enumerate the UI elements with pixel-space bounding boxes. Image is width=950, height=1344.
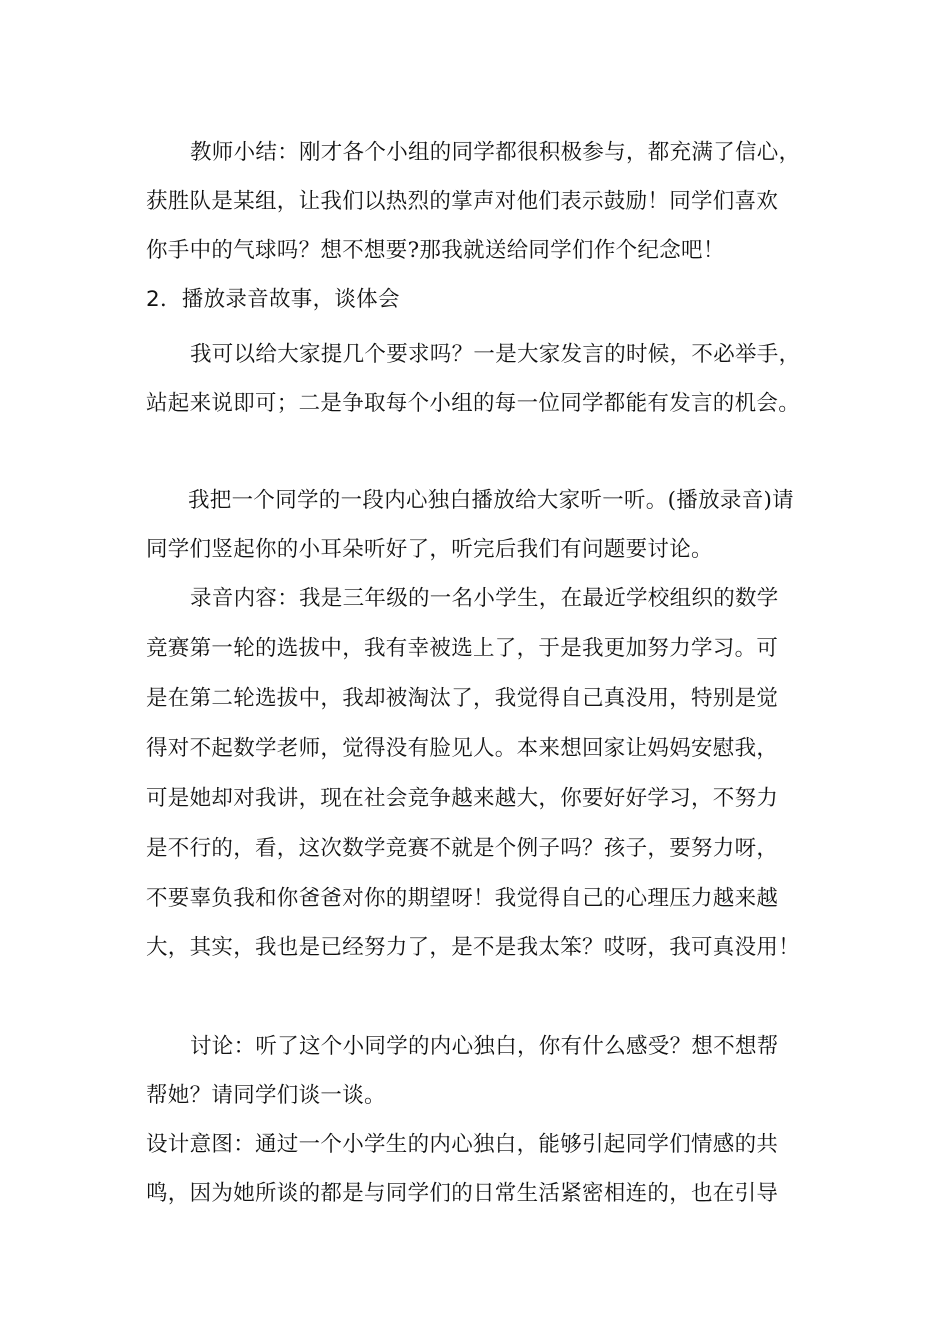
recording-line-6: 是不行的，看，这次数学竞赛不就是个例子吗？孩子，要努力呀， <box>146 836 779 861</box>
recording-line-1: 录音内容：我是三年级的一名小学生，在最近学校组织的数学 <box>190 586 779 611</box>
design-intent-line-1: 设计意图：通过一个小学生的内心独白，能够引起同学们情感的共 <box>146 1132 779 1157</box>
summary-line-2: 获胜队是某组，让我们以热烈的掌声对他们表示鼓励！同学们喜欢 <box>146 189 779 214</box>
recording-line-8: 大，其实，我也是已经努力了，是不是我太笨？哎呀，我可真没用！ <box>146 935 801 960</box>
intro-line-2: 同学们竖起你的小耳朵听好了，听完后我们有问题要讨论。 <box>146 537 713 562</box>
section-heading: 2．播放录音故事，谈体会 <box>146 287 400 312</box>
requirements-line-2: 站起来说即可；二是争取每个小组的每一位同学都能有发言的机会。 <box>146 391 801 416</box>
recording-line-5: 可是她却对我讲，现在社会竞争越来越大，你要好好学习，不努力 <box>146 786 779 811</box>
summary-line-1: 教师小结：刚才各个小组的同学都很积极参与，都充满了信心， <box>190 140 801 165</box>
requirements-line-1: 我可以给大家提几个要求吗？一是大家发言的时候，不必举手， <box>190 342 801 367</box>
intro-line-1: 我把一个同学的一段内心独白播放给大家听一听。(播放录音)请 <box>188 488 794 513</box>
recording-line-3: 是在第二轮选拔中，我却被淘汰了，我觉得自己真没用，特别是觉 <box>146 686 779 711</box>
recording-line-4: 得对不起数学老师，觉得没有脸见人。本来想回家让妈妈安慰我， <box>146 736 779 761</box>
design-intent-line-2: 鸣，因为她所谈的都是与同学们的日常生活紧密相连的，也在引导 <box>146 1181 779 1206</box>
discussion-line-1: 讨论：听了这个小同学的内心独白，你有什么感受？想不想帮 <box>190 1034 779 1059</box>
recording-line-7: 不要辜负我和你爸爸对你的期望呀！我觉得自己的心理压力越来越 <box>146 886 779 911</box>
summary-line-3: 你手中的气球吗？想不想要?那我就送给同学们作个纪念吧！ <box>146 238 725 263</box>
recording-line-2: 竞赛第一轮的选拔中，我有幸被选上了，于是我更加努力学习。可 <box>146 636 779 661</box>
discussion-line-2: 帮她？请同学们谈一谈。 <box>146 1083 386 1108</box>
